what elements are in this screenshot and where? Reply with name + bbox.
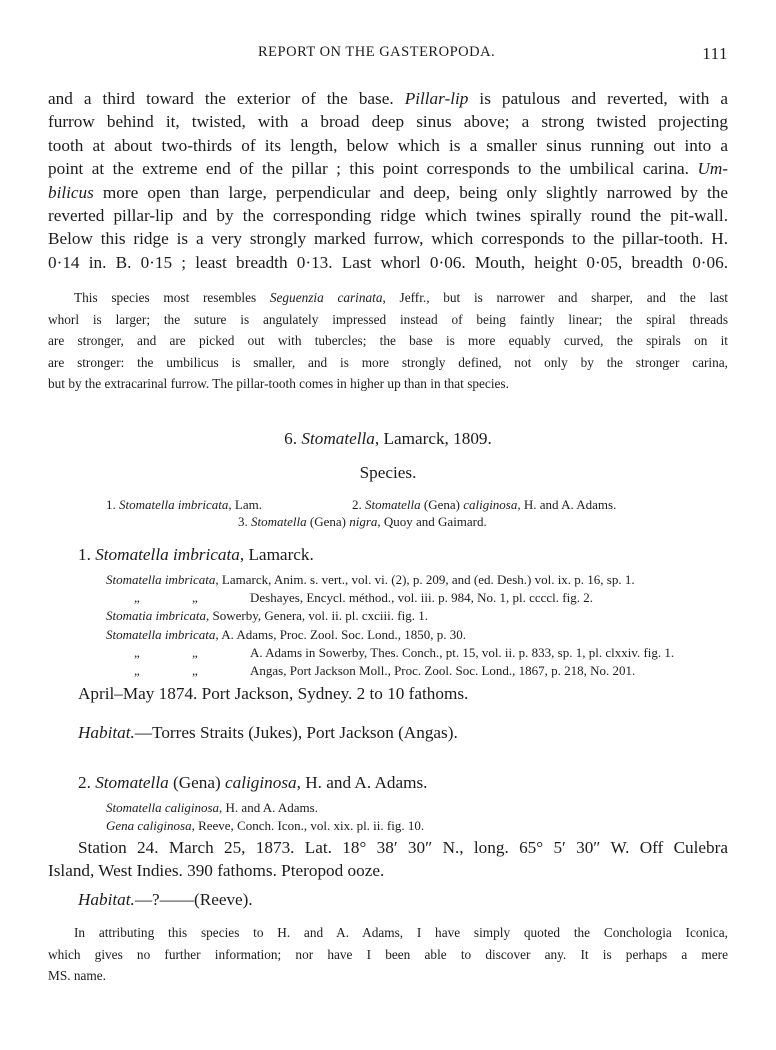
habitat-line: Habitat.—Torres Straits (Jukes), Port Jackson (Angas). [78, 723, 458, 742]
text-line: and a third toward the exterior of the base. Pillar-lip is patulous and reverted, with a [48, 89, 728, 108]
species-list-item: 1. Stomatella imbricata, Lam. [106, 497, 262, 512]
text-line: whorl is larger; the suture is angulately impressed instead of being faintly linear; the spiral threads [48, 311, 728, 327]
text-line: This species most resembles Seguenzia carinata, Jeffr., but is narrower and sharper, and the last [74, 290, 728, 305]
synonymy-ref: „ „ Angas, Port Jackson Moll., Proc. Zool. Soc. Lond., 1867, p. 218, No. 201. [134, 663, 636, 679]
habitat-line: Habitat.—?——(Reeve). [78, 890, 253, 909]
text-line: Below this ridge is a very strongly marked furrow, which corresponds to the pillar-tooth. H. [48, 229, 728, 249]
species-title: 1. Stomatella imbricata, Lamarck. [78, 545, 314, 564]
synonymy-ref: Stomatella imbricata, Lamarck, Anim. s. vert., vol. vi. (2), p. 209, and (ed. Desh.) vol. ix. p. 16, sp. 1. [106, 572, 635, 587]
synonymy-ref: Stomatella caliginosa, H. and A. Adams. [106, 800, 318, 815]
species-title: 2. Stomatella (Gena) caliginosa, H. and A. Adams. [78, 773, 428, 792]
text-line: which gives no further information; nor have I been able to discover any. It is perhaps a mere [48, 946, 728, 962]
synonymy-ref: Gena caliginosa, Reeve, Conch. Icon., vol. xix. pl. ii. fig. 10. [106, 818, 425, 834]
text-line: In attributing this species to H. and A. Adams, I have simply quoted the Conchologia Iconica, [74, 925, 728, 940]
synonymy-list [106, 799, 424, 835]
species-heading: Species. [359, 463, 417, 482]
running-title: REPORT ON THE GASTEROPODA. [258, 44, 496, 60]
station-record: April–May 1874. Port Jackson, Sydney. 2 to 10 fathoms. [78, 684, 469, 703]
text-line: but by the extracarinal furrow. The pillar-tooth comes in higher up than in that species. [48, 376, 509, 392]
synonymy-ref: Stomatella imbricata, A. Adams, Proc. Zool. Soc. Lond., 1850, p. 30. [106, 626, 467, 642]
text-line: Station 24. March 25, 1873. Lat. 18° 38′ 30″ N., long. 65° 5′ 30″ W. Off Culebra [78, 838, 728, 857]
station-record [78, 836, 728, 859]
text-line: bilicus more open than large, perpendicular and deep, being only slightly narrowed by the [48, 182, 728, 202]
page-number: 111 [702, 44, 728, 63]
text-line: point at the extreme end of the pillar ; this point corresponds to the umbilical carina. Um- [48, 159, 728, 179]
text-line: reverted pillar-lip and by the corresponding ridge which twines spirally round the pit-wall. [48, 206, 728, 226]
text-line: are stronger, and are picked out with tubercles; the base is more equably curved, the spirals on it [48, 333, 728, 349]
synonymy-ref: Stomatia imbricata, Sowerby, Genera, vol. ii. pl. cxciii. fig. 1. [106, 608, 428, 624]
running-header [48, 44, 728, 68]
species-list-item: 2. Stomatella (Gena) caliginosa, H. and A. Adams. [352, 497, 617, 512]
text-line: furrow behind it, twisted, with a broad deep sinus above; a strong twisted projecting [48, 112, 728, 132]
comparison-paragraph [74, 287, 728, 309]
text-line: MS. name. [48, 968, 106, 984]
remark-paragraph-cont [48, 944, 728, 987]
station-record-cont [48, 859, 728, 882]
genus-heading: 6. Stomatella, Lamarck, 1809. [284, 429, 492, 448]
text-line: 0·14 in. B. 0·15 ; least breadth 0·13. Last whorl 0·06. Mouth, height 0·05, breadth 0·06. [48, 252, 728, 272]
synonymy-list [106, 571, 674, 680]
description-paragraph [48, 87, 728, 274]
comparison-paragraph-cont [48, 309, 728, 395]
synonymy-ref: „ „ A. Adams in Sowerby, Thes. Conch., pt. 15, vol. ii. p. 833, sp. 1, pl. clxxiv. fig. 1. [134, 644, 675, 660]
text-line: are stronger: the umbilicus is smaller, and is more strongly defined, not only by the stronger carina, [48, 354, 728, 370]
synonymy-ref: „ „ Deshayes, Encycl. méthod., vol. iii. p. 984, No. 1, pl. ccccl. fig. 2. [134, 590, 593, 606]
text-line: tooth at about two-thirds of its length, below which is a smaller sinus running out into a [48, 135, 728, 155]
text-line: Island, West Indies. 390 fathoms. Pteropod ooze. [48, 861, 385, 881]
species-list-item: 3. Stomatella (Gena) nigra, Quoy and Gaimard. [238, 514, 487, 529]
remark-paragraph [74, 922, 728, 944]
